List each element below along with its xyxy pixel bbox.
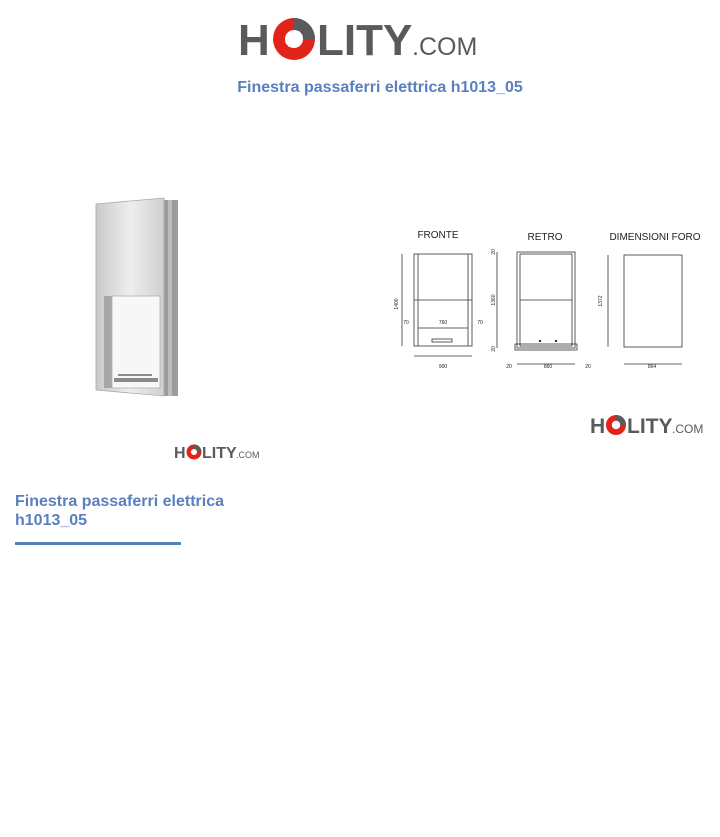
logo-letter-h: H	[174, 445, 186, 462]
dim-hole-width: 864	[647, 364, 657, 370]
dim-back-top: 20	[491, 249, 497, 255]
logo-o-emblem-icon	[606, 415, 626, 435]
product-name-link[interactable]: Finestra passaferri elettrica h1013_05	[15, 493, 224, 529]
dim-back-height: 1360	[491, 294, 497, 306]
logo-word: LITY	[202, 445, 237, 462]
logo-o-emblem-icon	[273, 18, 315, 60]
product-name-underline	[15, 542, 181, 545]
holity-logo-header[interactable]	[238, 10, 488, 68]
logo-com: .COM	[412, 33, 478, 61]
logo-word: LITY	[317, 16, 413, 65]
dim-back-bottom: 20	[491, 346, 497, 352]
holity-logo-drawing	[590, 410, 708, 440]
label-dimensioni-foro: DIMENSIONI FORO	[609, 232, 701, 243]
label-retro: RETRO	[527, 232, 563, 243]
dim-hole-height: 1372	[598, 295, 604, 307]
logo-letter-h: H	[238, 16, 270, 65]
logo-com: .COM	[236, 450, 260, 460]
dim-front-height: 1400	[394, 298, 400, 310]
logo-word: LITY	[627, 415, 673, 438]
logo-letter-h: H	[590, 415, 606, 438]
dim-front-width: 900	[438, 364, 448, 370]
product-photo[interactable]	[84, 192, 184, 398]
dim-front-inner-width: 760	[438, 320, 448, 326]
logo-o-emblem-icon	[187, 445, 202, 460]
logo-com: .COM	[672, 422, 704, 436]
dim-front-side-right: 70	[477, 320, 483, 326]
technical-drawing[interactable]	[388, 224, 712, 374]
dim-back-side-left: 20	[506, 364, 512, 370]
label-fronte: FRONTE	[417, 230, 459, 241]
page-title: Finestra passaferri elettrica h1013_05	[237, 79, 523, 96]
holity-logo-photo	[174, 440, 264, 464]
dim-back-side-right: 20	[585, 364, 591, 370]
dim-back-width: 860	[543, 364, 553, 370]
dim-front-side-left: 70	[403, 320, 409, 326]
